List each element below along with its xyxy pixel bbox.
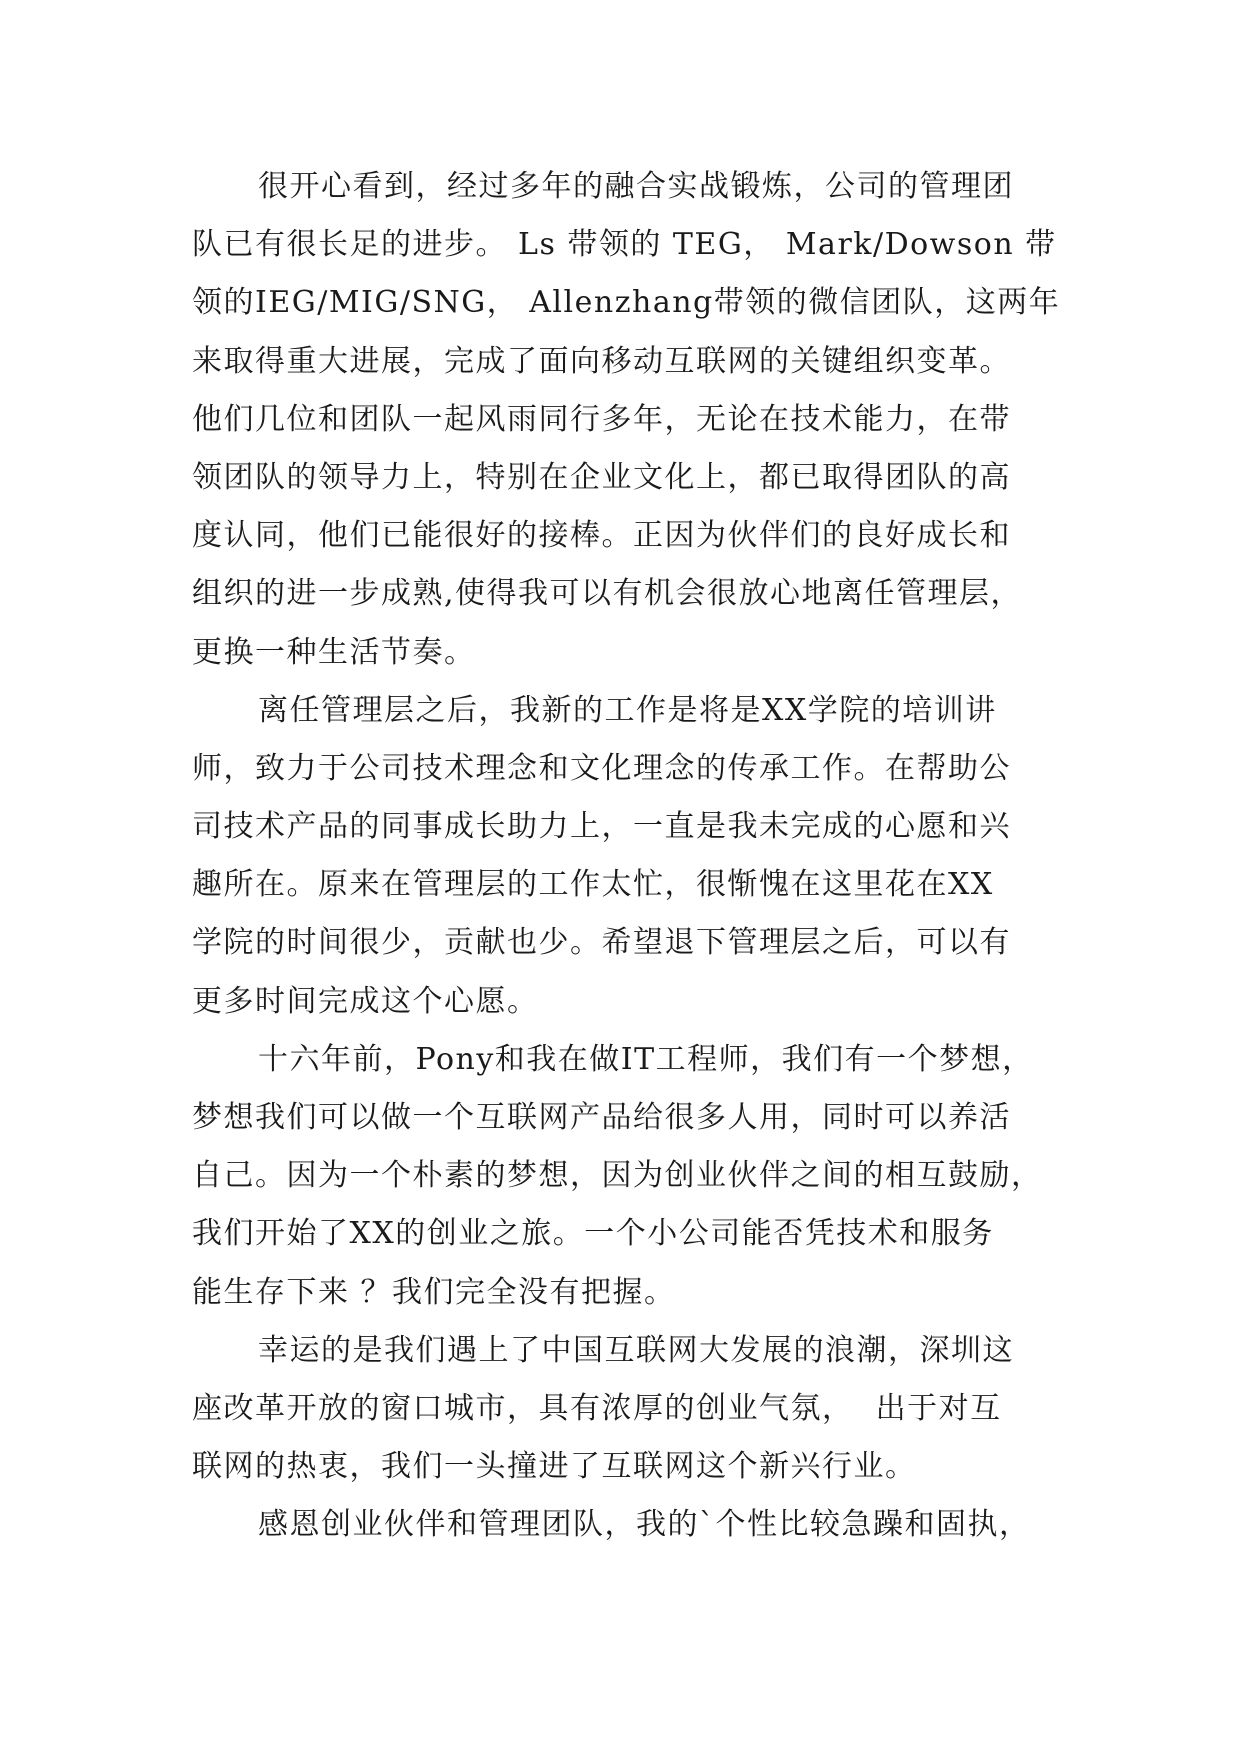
text-line: 十六年前，Pony和我在做IT工程师，我们有一个梦想，	[258, 1041, 1034, 1077]
text-line: 离任管理层之后，我新的工作是将是XX学院的培训讲	[258, 692, 997, 728]
text-line: 座改革开放的窗口城市，具有浓厚的创业气氛， 出于对互	[192, 1390, 1002, 1426]
text-line: 梦想我们可以做一个互联网产品给很多人用，同时可以养活	[192, 1100, 1011, 1135]
text-line: 来取得重大进展，完成了面向移动互联网的关键组织变革。	[192, 343, 1011, 379]
text-line: 感恩创业伙伴和管理团队，我的`个性比较急躁和固执，	[258, 1507, 1031, 1543]
text-line: 队已有很长足的进步。 Ls 带领的 TEG， Mark/Dowson 带	[192, 227, 1057, 263]
text-line: 联网的热衷，我们一头撞进了互联网这个新兴行业。	[192, 1449, 917, 1485]
text-line: 度认同，他们已能很好的接棒。正因为伙伴们的良好成长和	[192, 518, 1011, 554]
text-line: 组织的进一步成熟,使得我可以有机会很放心地离任管理层，	[192, 576, 1023, 612]
text-line: 领的IEG/MIG/SNG， Allenzhang带领的微信团队，这两年	[192, 285, 1061, 321]
text-line: 领团队的领导力上，特别在企业文化上，都已取得团队的高	[192, 459, 1011, 495]
text-line: 师，致力于公司技术理念和文化理念的传承工作。在帮助公	[192, 750, 1011, 786]
text-line: 我们开始了XX的创业之旅。一个小公司能否凭技术和服务	[192, 1216, 994, 1252]
text-line: 很开心看到，经过多年的融合实战锻炼，公司的管理团	[258, 169, 1014, 204]
text-line: 更多时间完成这个心愿。	[192, 983, 539, 1019]
text-line: 学院的时间很少，贡献也少。希望退下管理层之后，可以有	[192, 925, 1011, 961]
text-line: 趣所在。原来在管理层的工作太忙，很惭愧在这里花在XX	[192, 867, 994, 903]
text-line: 能生存下来 ？我们完全没有把握。	[192, 1274, 676, 1310]
text-line: 他们几位和团队一起风雨同行多年，无论在技术能力，在带	[192, 401, 1011, 437]
document-body	[192, 158, 1072, 1555]
text-line: 更换一种生活节奏。	[192, 634, 476, 670]
text-line: 幸运的是我们遇上了中国互联网大发展的浪潮，深圳这	[258, 1332, 1014, 1368]
text-line: 自己。因为一个朴素的梦想，因为创业伙伴之间的相互鼓励，	[192, 1158, 1043, 1194]
text-line: 司技术产品的同事成长助力上，一直是我未完成的心愿和兴	[192, 809, 1011, 845]
